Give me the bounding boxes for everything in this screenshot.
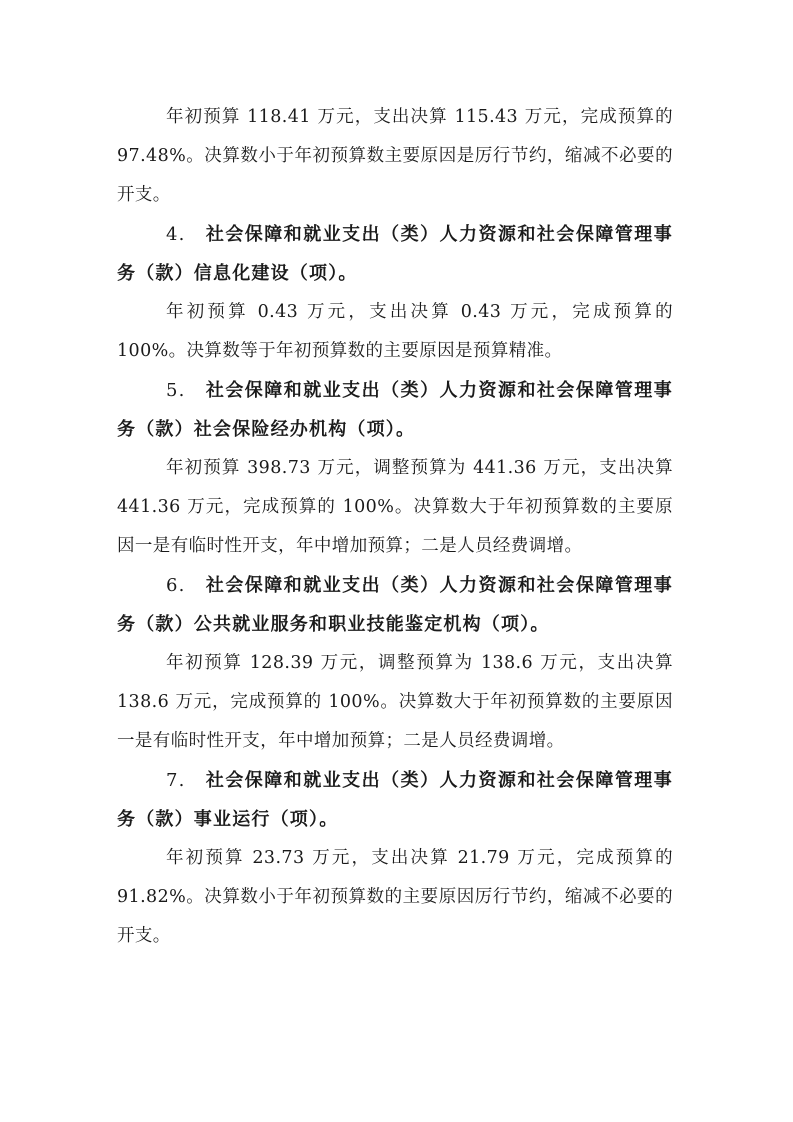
section-heading-4 bbox=[117, 215, 673, 293]
section-heading-5 bbox=[117, 371, 673, 449]
section-number: 7. bbox=[166, 770, 186, 791]
section-body-4: 年初预算 0.43 万元，支出决算 0.43 万元，完成预算的100%。决算数等于年初预算数的主要原因是预算精准。 bbox=[117, 302, 673, 361]
section-title: 社会保障和就业支出（类）人力资源和社会保障管理事务（款）公共就业服务和职业技能鉴定机构（项）。 bbox=[117, 575, 673, 635]
section-title: 社会保障和就业支出（类）人力资源和社会保障管理事务（款）信息化建设（项）。 bbox=[117, 224, 673, 284]
section-number: 4. bbox=[166, 224, 186, 245]
document-page bbox=[117, 98, 673, 956]
section-heading-7 bbox=[117, 761, 673, 839]
section-body-5: 年初预算 398.73 万元，调整预算为 441.36 万元，支出决算 441.36 万元，完成预算的 100%。决算数大于年初预算数的主要原因一是有临时性开支，年中增加预算；二是人员经费调增。 bbox=[117, 458, 673, 556]
section-body-7: 年初预算 23.73 万元，支出决算 21.79 万元，完成预算的 91.82%。决算数小于年初预算数的主要原因厉行节约，缩减不必要的开支。 bbox=[117, 848, 673, 946]
paragraph-item-3-detail: 年初预算 118.41 万元，支出决算 115.43 万元，完成预算的 97.48%。决算数小于年初预算数主要原因是厉行节约，缩减不必要的开支。 bbox=[117, 107, 673, 205]
section-title: 社会保障和就业支出（类）人力资源和社会保障管理事务（款）社会保险经办机构（项）。 bbox=[117, 380, 673, 440]
section-number: 5. bbox=[166, 380, 186, 401]
section-title: 社会保障和就业支出（类）人力资源和社会保障管理事务（款）事业运行（项）。 bbox=[117, 770, 673, 830]
section-number: 6. bbox=[166, 575, 186, 596]
section-body-6: 年初预算 128.39 万元，调整预算为 138.6 万元，支出决算 138.6 万元，完成预算的 100%。决算数大于年初预算数的主要原因一是有临时性开支，年中增加预算；二是人员经费调增。 bbox=[117, 653, 673, 751]
section-heading-6 bbox=[117, 566, 673, 644]
